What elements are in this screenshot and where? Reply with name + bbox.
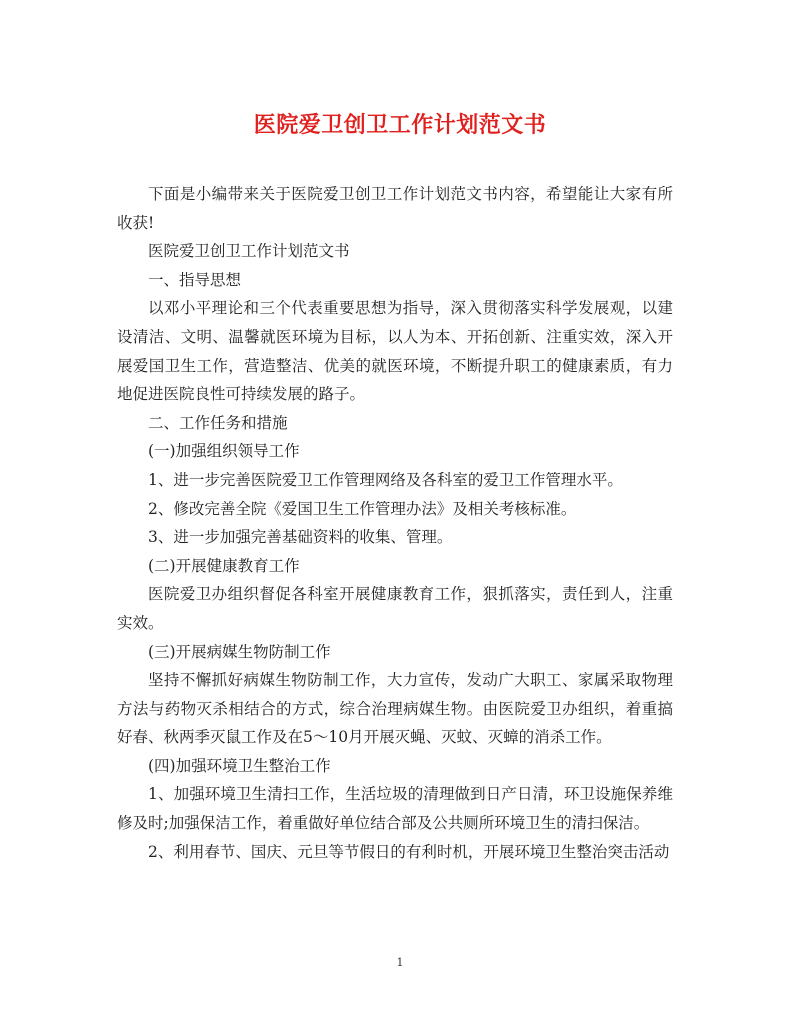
subsection-heading-health-education: (二)开展健康教育工作 (148, 556, 300, 575)
document-body (117, 180, 673, 866)
list-item-organization-2: 2、修改完善全院《爱国卫生工作管理办法》及相关考核标准。 (148, 499, 577, 518)
paragraph-vector-control: 坚持不懈抓好病媒生物防制工作，大力宣传，发动广大职工、家属采取物理方法与药物灭杀相结合的方式，综合治理病媒生物。由医院爱卫办组织，着重搞好春、秋两季灭鼠工作及在5～10月开展灭蝇、灭蚊、灭蟑的消杀工作。 (117, 671, 673, 747)
list-item-environment-1: 1、加强环境卫生清扫工作，生活垃圾的清理做到日产日清，环卫设施保养维修及时;加强保洁工作，着重做好单位结合部及公共厕所环境卫生的清扫保洁。 (117, 785, 673, 833)
section-heading-guiding-thought: 一、指导思想 (148, 270, 242, 289)
list-item-environment-2: 2、利用春节、国庆、元旦等节假日的有利时机，开展环境卫生整治突击活动 (148, 842, 670, 861)
list-item-organization-1: 1、进一步完善医院爱卫工作管理网络及各科室的爱卫工作管理水平。 (148, 470, 623, 489)
subsection-heading-organization: (一)加强组织领导工作 (148, 442, 300, 461)
paragraph-intro: 下面是小编带来关于医院爱卫创卫工作计划范文书内容，希望能让大家有所收获! (117, 185, 673, 232)
list-item-organization-3: 3、进一步加强完善基础资料的收集、管理。 (148, 528, 453, 547)
document-title: 医院爱卫创卫工作计划范文书 (253, 112, 547, 138)
subsection-heading-vector-control: (三)开展病媒生物防制工作 (148, 642, 331, 661)
section-heading-tasks: 二、工作任务和措施 (148, 413, 288, 432)
subsection-heading-environment: (四)加强环境卫生整治工作 (148, 756, 331, 775)
page-number: 1 (396, 956, 404, 969)
paragraph-subtitle: 医院爱卫创卫工作计划范文书 (148, 242, 350, 261)
paragraph-guiding-thought: 以邓小平理论和三个代表重要思想为指导，深入贯彻落实科学发展观，以建设清洁、文明、温馨就医环境为目标，以人为本、开拓创新、注重实效，深入开展爱国卫生工作，营造整洁、优美的就医环境，不断提升职工的健康素质，有力地促进医院良性可持续发展的路子。 (117, 299, 673, 404)
paragraph-health-education: 医院爱卫办组织督促各科室开展健康教育工作，狠抓落实，责任到人，注重实效。 (117, 585, 673, 632)
